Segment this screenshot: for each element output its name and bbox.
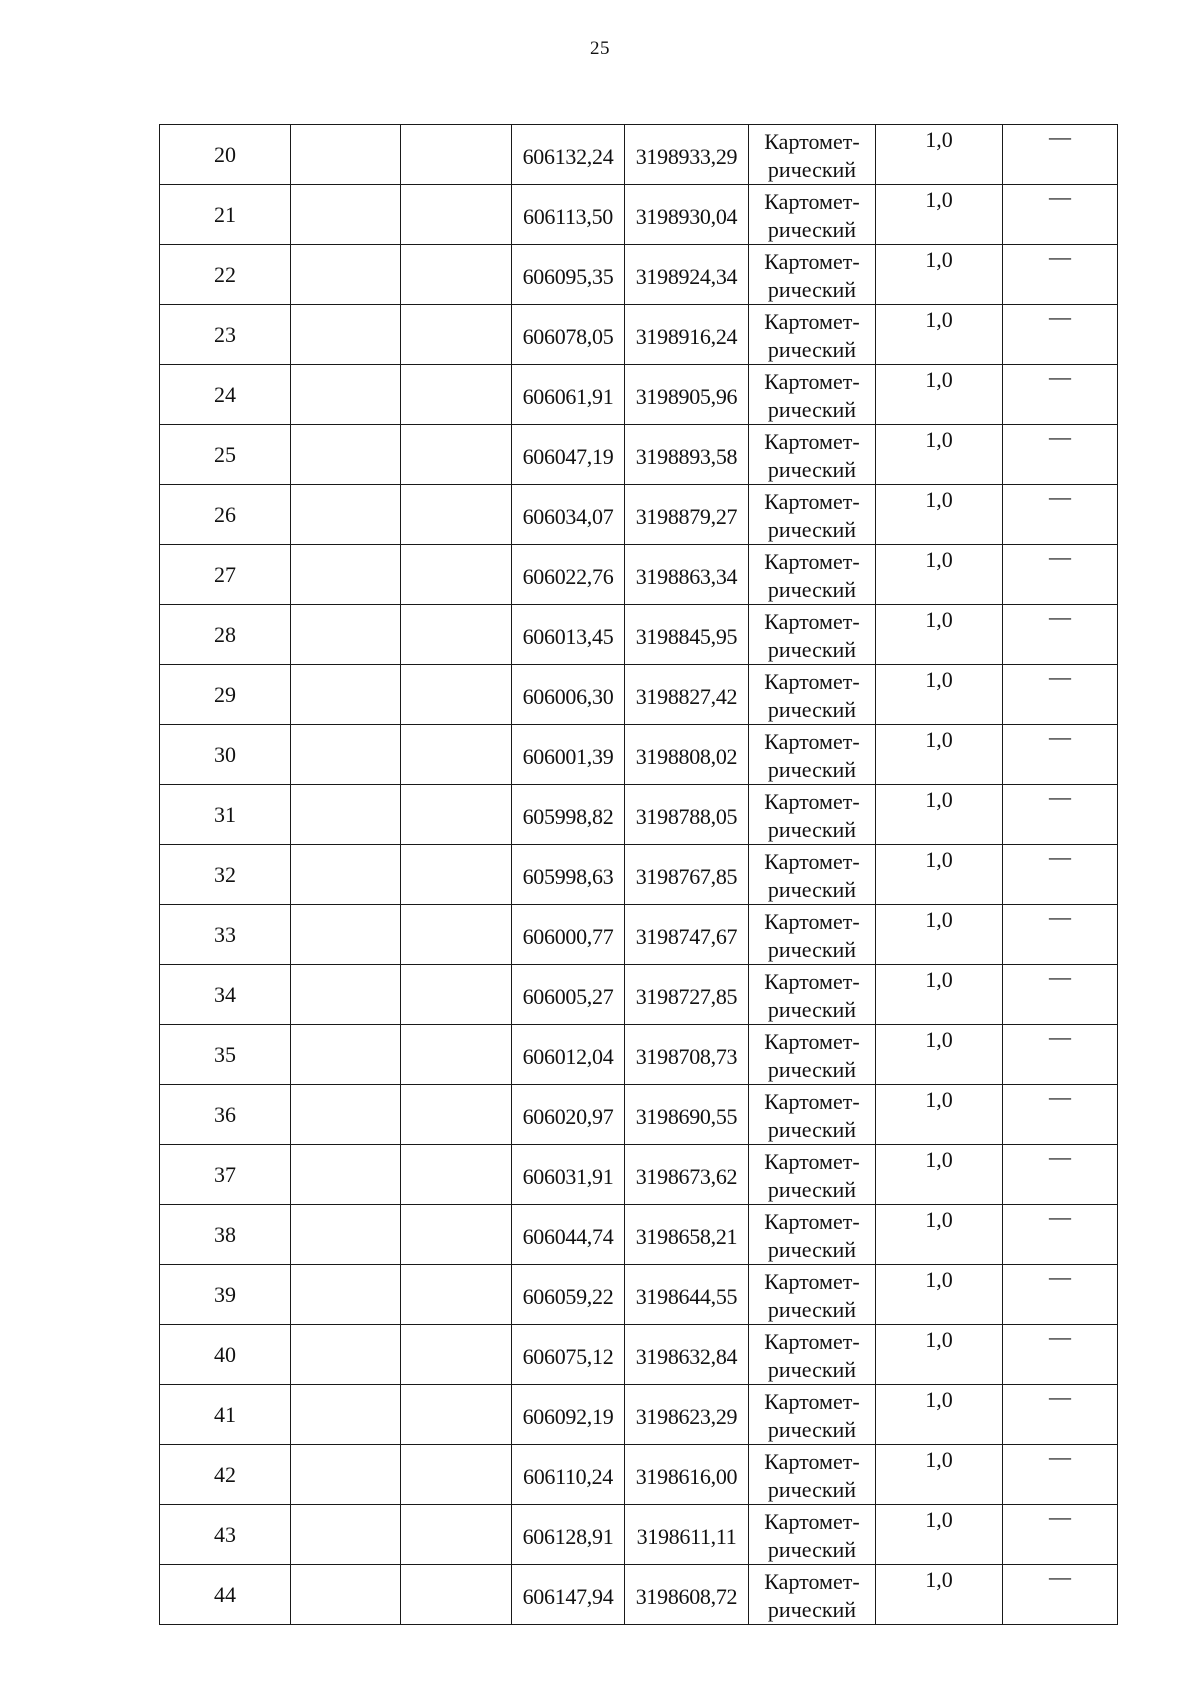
method-line-1: Картомет- bbox=[764, 909, 860, 934]
y-coordinate-cell: 3198827,42 bbox=[625, 665, 749, 725]
method-cell bbox=[749, 1265, 876, 1325]
empty-cell bbox=[291, 1085, 401, 1145]
method-line-2: рический bbox=[767, 1417, 857, 1442]
empty-cell bbox=[291, 545, 401, 605]
x-coordinate-cell: 606132,24 bbox=[512, 125, 625, 185]
note-cell: — bbox=[1003, 125, 1118, 185]
method-cell bbox=[749, 185, 876, 245]
empty-cell bbox=[401, 425, 512, 485]
y-coordinate-cell: 3198845,95 bbox=[625, 605, 749, 665]
method-line-2: рический bbox=[767, 1297, 857, 1322]
accuracy-cell: 1,0 bbox=[876, 785, 1003, 845]
method-cell bbox=[749, 545, 876, 605]
method-line-1: Картомет- bbox=[764, 1209, 860, 1234]
point-number-cell: 31 bbox=[160, 785, 291, 845]
empty-cell bbox=[291, 725, 401, 785]
table-row bbox=[160, 485, 1118, 545]
empty-cell bbox=[401, 1085, 512, 1145]
method-line-1: Картомет- bbox=[764, 729, 860, 754]
note-cell: — bbox=[1003, 905, 1118, 965]
table-row bbox=[160, 1205, 1118, 1265]
point-number-cell: 39 bbox=[160, 1265, 291, 1325]
table-row bbox=[160, 845, 1118, 905]
empty-cell bbox=[401, 245, 512, 305]
point-number-cell: 28 bbox=[160, 605, 291, 665]
y-coordinate-cell: 3198658,21 bbox=[625, 1205, 749, 1265]
method-line-2: рический bbox=[767, 277, 857, 302]
point-number-cell: 27 bbox=[160, 545, 291, 605]
x-coordinate-cell: 606031,91 bbox=[512, 1145, 625, 1205]
method-line-2: рический bbox=[767, 757, 857, 782]
method-cell bbox=[749, 365, 876, 425]
empty-cell bbox=[291, 305, 401, 365]
y-coordinate-cell: 3198930,04 bbox=[625, 185, 749, 245]
x-coordinate-cell: 606128,91 bbox=[512, 1505, 625, 1565]
empty-cell bbox=[401, 365, 512, 425]
point-number-cell: 20 bbox=[160, 125, 291, 185]
x-coordinate-cell: 606095,35 bbox=[512, 245, 625, 305]
note-cell: — bbox=[1003, 365, 1118, 425]
method-line-2: рический bbox=[767, 1357, 857, 1382]
accuracy-cell: 1,0 bbox=[876, 665, 1003, 725]
method-cell bbox=[749, 305, 876, 365]
method-cell bbox=[749, 1385, 876, 1445]
method-line-2: рический bbox=[767, 517, 857, 542]
y-coordinate-cell: 3198623,29 bbox=[625, 1385, 749, 1445]
method-line-2: рический bbox=[767, 1177, 857, 1202]
method-cell bbox=[749, 425, 876, 485]
point-number-cell: 23 bbox=[160, 305, 291, 365]
method-cell bbox=[749, 785, 876, 845]
method-line-1: Картомет- bbox=[764, 369, 860, 394]
table-row bbox=[160, 245, 1118, 305]
empty-cell bbox=[401, 1505, 512, 1565]
method-cell bbox=[749, 725, 876, 785]
note-cell: — bbox=[1003, 1085, 1118, 1145]
table-row bbox=[160, 125, 1118, 185]
point-number-cell: 41 bbox=[160, 1385, 291, 1445]
method-line-1: Картомет- bbox=[764, 1569, 860, 1594]
method-line-2: рический bbox=[767, 1237, 857, 1262]
x-coordinate-cell: 605998,82 bbox=[512, 785, 625, 845]
note-cell: — bbox=[1003, 1265, 1118, 1325]
point-number-cell: 29 bbox=[160, 665, 291, 725]
method-line-1: Картомет- bbox=[764, 309, 860, 334]
point-number-cell: 32 bbox=[160, 845, 291, 905]
method-cell bbox=[749, 965, 876, 1025]
method-line-2: рический bbox=[767, 337, 857, 362]
empty-cell bbox=[401, 125, 512, 185]
method-line-1: Картомет- bbox=[764, 789, 860, 814]
x-coordinate-cell: 606047,19 bbox=[512, 425, 625, 485]
y-coordinate-cell: 3198632,84 bbox=[625, 1325, 749, 1385]
method-line-1: Картомет- bbox=[764, 1509, 860, 1534]
x-coordinate-cell: 605998,63 bbox=[512, 845, 625, 905]
method-line-2: рический bbox=[767, 817, 857, 842]
accuracy-cell: 1,0 bbox=[876, 365, 1003, 425]
accuracy-cell: 1,0 bbox=[876, 1505, 1003, 1565]
point-number-cell: 43 bbox=[160, 1505, 291, 1565]
empty-cell bbox=[401, 1145, 512, 1205]
method-line-2: рический bbox=[767, 157, 857, 182]
table-row bbox=[160, 1085, 1118, 1145]
empty-cell bbox=[291, 485, 401, 545]
method-cell bbox=[749, 1205, 876, 1265]
note-cell: — bbox=[1003, 1385, 1118, 1445]
x-coordinate-cell: 606012,04 bbox=[512, 1025, 625, 1085]
accuracy-cell: 1,0 bbox=[876, 125, 1003, 185]
note-cell: — bbox=[1003, 1325, 1118, 1385]
point-number-cell: 42 bbox=[160, 1445, 291, 1505]
x-coordinate-cell: 606005,27 bbox=[512, 965, 625, 1025]
y-coordinate-cell: 3198708,73 bbox=[625, 1025, 749, 1085]
x-coordinate-cell: 606078,05 bbox=[512, 305, 625, 365]
x-coordinate-cell: 606092,19 bbox=[512, 1385, 625, 1445]
method-cell bbox=[749, 1085, 876, 1145]
table-row bbox=[160, 1145, 1118, 1205]
y-coordinate-cell: 3198727,85 bbox=[625, 965, 749, 1025]
y-coordinate-cell: 3198808,02 bbox=[625, 725, 749, 785]
point-number-cell: 40 bbox=[160, 1325, 291, 1385]
method-cell bbox=[749, 245, 876, 305]
empty-cell bbox=[291, 1145, 401, 1205]
accuracy-cell: 1,0 bbox=[876, 245, 1003, 305]
x-coordinate-cell: 606020,97 bbox=[512, 1085, 625, 1145]
method-cell bbox=[749, 125, 876, 185]
empty-cell bbox=[291, 425, 401, 485]
method-line-2: рический bbox=[767, 457, 857, 482]
table-row bbox=[160, 1385, 1118, 1445]
x-coordinate-cell: 606113,50 bbox=[512, 185, 625, 245]
accuracy-cell: 1,0 bbox=[876, 1385, 1003, 1445]
note-cell: — bbox=[1003, 1145, 1118, 1205]
method-line-1: Картомет- bbox=[764, 609, 860, 634]
y-coordinate-cell: 3198747,67 bbox=[625, 905, 749, 965]
y-coordinate-cell: 3198788,05 bbox=[625, 785, 749, 845]
empty-cell bbox=[401, 665, 512, 725]
point-number-cell: 21 bbox=[160, 185, 291, 245]
empty-cell bbox=[401, 545, 512, 605]
accuracy-cell: 1,0 bbox=[876, 905, 1003, 965]
empty-cell bbox=[401, 1265, 512, 1325]
accuracy-cell: 1,0 bbox=[876, 845, 1003, 905]
empty-cell bbox=[291, 1265, 401, 1325]
method-line-1: Картомет- bbox=[764, 669, 860, 694]
empty-cell bbox=[291, 125, 401, 185]
point-number-cell: 44 bbox=[160, 1565, 291, 1625]
y-coordinate-cell: 3198924,34 bbox=[625, 245, 749, 305]
x-coordinate-cell: 606034,07 bbox=[512, 485, 625, 545]
method-line-2: рический bbox=[767, 217, 857, 242]
accuracy-cell: 1,0 bbox=[876, 185, 1003, 245]
method-cell bbox=[749, 1145, 876, 1205]
method-cell bbox=[749, 1445, 876, 1505]
accuracy-cell: 1,0 bbox=[876, 1265, 1003, 1325]
note-cell: — bbox=[1003, 1205, 1118, 1265]
y-coordinate-cell: 3198916,24 bbox=[625, 305, 749, 365]
method-line-1: Картомет- bbox=[764, 549, 860, 574]
point-number-cell: 26 bbox=[160, 485, 291, 545]
accuracy-cell: 1,0 bbox=[876, 425, 1003, 485]
accuracy-cell: 1,0 bbox=[876, 305, 1003, 365]
table-row bbox=[160, 1025, 1118, 1085]
y-coordinate-cell: 3198690,55 bbox=[625, 1085, 749, 1145]
table-row bbox=[160, 365, 1118, 425]
note-cell: — bbox=[1003, 485, 1118, 545]
accuracy-cell: 1,0 bbox=[876, 545, 1003, 605]
note-cell: — bbox=[1003, 665, 1118, 725]
accuracy-cell: 1,0 bbox=[876, 1205, 1003, 1265]
table-row bbox=[160, 185, 1118, 245]
empty-cell bbox=[291, 785, 401, 845]
table-row bbox=[160, 1265, 1118, 1325]
empty-cell bbox=[401, 785, 512, 845]
y-coordinate-cell: 3198933,29 bbox=[625, 125, 749, 185]
x-coordinate-cell: 606061,91 bbox=[512, 365, 625, 425]
y-coordinate-cell: 3198879,27 bbox=[625, 485, 749, 545]
method-line-1: Картомет- bbox=[764, 1089, 860, 1114]
note-cell: — bbox=[1003, 425, 1118, 485]
accuracy-cell: 1,0 bbox=[876, 605, 1003, 665]
empty-cell bbox=[291, 1325, 401, 1385]
method-cell bbox=[749, 605, 876, 665]
empty-cell bbox=[401, 1205, 512, 1265]
accuracy-cell: 1,0 bbox=[876, 725, 1003, 785]
point-number-cell: 38 bbox=[160, 1205, 291, 1265]
table-row bbox=[160, 665, 1118, 725]
note-cell: — bbox=[1003, 545, 1118, 605]
method-line-2: рический bbox=[767, 577, 857, 602]
point-number-cell: 35 bbox=[160, 1025, 291, 1085]
x-coordinate-cell: 606006,30 bbox=[512, 665, 625, 725]
y-coordinate-cell: 3198644,55 bbox=[625, 1265, 749, 1325]
empty-cell bbox=[291, 1565, 401, 1625]
point-number-cell: 36 bbox=[160, 1085, 291, 1145]
empty-cell bbox=[401, 965, 512, 1025]
method-cell bbox=[749, 845, 876, 905]
empty-cell bbox=[401, 1385, 512, 1445]
note-cell: — bbox=[1003, 1025, 1118, 1085]
method-line-2: рический bbox=[767, 1057, 857, 1082]
accuracy-cell: 1,0 bbox=[876, 1025, 1003, 1085]
method-line-1: Картомет- bbox=[764, 1389, 860, 1414]
point-number-cell: 22 bbox=[160, 245, 291, 305]
empty-cell bbox=[291, 1025, 401, 1085]
empty-cell bbox=[401, 905, 512, 965]
method-line-1: Картомет- bbox=[764, 1149, 860, 1174]
method-line-1: Картомет- bbox=[764, 849, 860, 874]
y-coordinate-cell: 3198905,96 bbox=[625, 365, 749, 425]
method-line-2: рический bbox=[767, 997, 857, 1022]
method-line-2: рический bbox=[767, 1117, 857, 1142]
note-cell: — bbox=[1003, 185, 1118, 245]
method-line-1: Картомет- bbox=[764, 189, 860, 214]
method-line-1: Картомет- bbox=[764, 1269, 860, 1294]
table-row bbox=[160, 965, 1118, 1025]
method-line-2: рический bbox=[767, 1597, 857, 1622]
empty-cell bbox=[401, 185, 512, 245]
empty-cell bbox=[401, 1325, 512, 1385]
x-coordinate-cell: 606110,24 bbox=[512, 1445, 625, 1505]
empty-cell bbox=[291, 665, 401, 725]
accuracy-cell: 1,0 bbox=[876, 1325, 1003, 1385]
coordinates-table bbox=[159, 124, 1118, 1625]
method-cell bbox=[749, 1505, 876, 1565]
note-cell: — bbox=[1003, 245, 1118, 305]
method-line-2: рический bbox=[767, 697, 857, 722]
note-cell: — bbox=[1003, 785, 1118, 845]
method-line-2: рический bbox=[767, 397, 857, 422]
table-row bbox=[160, 1565, 1118, 1625]
method-line-2: рический bbox=[767, 1537, 857, 1562]
empty-cell bbox=[291, 1205, 401, 1265]
method-line-2: рический bbox=[767, 637, 857, 662]
page-number: 25 bbox=[590, 38, 610, 59]
accuracy-cell: 1,0 bbox=[876, 1445, 1003, 1505]
method-line-1: Картомет- bbox=[764, 129, 860, 154]
y-coordinate-cell: 3198893,58 bbox=[625, 425, 749, 485]
point-number-cell: 34 bbox=[160, 965, 291, 1025]
empty-cell bbox=[401, 1445, 512, 1505]
y-coordinate-cell: 3198673,62 bbox=[625, 1145, 749, 1205]
empty-cell bbox=[291, 365, 401, 425]
note-cell: — bbox=[1003, 605, 1118, 665]
table-row bbox=[160, 905, 1118, 965]
table-row bbox=[160, 785, 1118, 845]
accuracy-cell: 1,0 bbox=[876, 1085, 1003, 1145]
table-row bbox=[160, 605, 1118, 665]
accuracy-cell: 1,0 bbox=[876, 965, 1003, 1025]
x-coordinate-cell: 606044,74 bbox=[512, 1205, 625, 1265]
table-row bbox=[160, 1445, 1118, 1505]
note-cell: — bbox=[1003, 725, 1118, 785]
note-cell: — bbox=[1003, 1565, 1118, 1625]
empty-cell bbox=[291, 905, 401, 965]
empty-cell bbox=[401, 485, 512, 545]
note-cell: — bbox=[1003, 305, 1118, 365]
method-cell bbox=[749, 1025, 876, 1085]
method-cell bbox=[749, 905, 876, 965]
method-line-1: Картомет- bbox=[764, 429, 860, 454]
method-cell bbox=[749, 1565, 876, 1625]
accuracy-cell: 1,0 bbox=[876, 1145, 1003, 1205]
method-line-1: Картомет- bbox=[764, 1329, 860, 1354]
empty-cell bbox=[401, 1565, 512, 1625]
y-coordinate-cell: 3198611,11 bbox=[625, 1505, 749, 1565]
x-coordinate-cell: 606059,22 bbox=[512, 1265, 625, 1325]
y-coordinate-cell: 3198608,72 bbox=[625, 1565, 749, 1625]
empty-cell bbox=[291, 245, 401, 305]
method-cell bbox=[749, 485, 876, 545]
empty-cell bbox=[291, 1505, 401, 1565]
table-body bbox=[160, 125, 1118, 1625]
x-coordinate-cell: 606013,45 bbox=[512, 605, 625, 665]
method-cell bbox=[749, 665, 876, 725]
point-number-cell: 33 bbox=[160, 905, 291, 965]
empty-cell bbox=[291, 1385, 401, 1445]
note-cell: — bbox=[1003, 1505, 1118, 1565]
method-line-1: Картомет- bbox=[764, 1029, 860, 1054]
note-cell: — bbox=[1003, 845, 1118, 905]
point-number-cell: 25 bbox=[160, 425, 291, 485]
empty-cell bbox=[291, 185, 401, 245]
method-line-1: Картомет- bbox=[764, 249, 860, 274]
note-cell: — bbox=[1003, 1445, 1118, 1505]
x-coordinate-cell: 606147,94 bbox=[512, 1565, 625, 1625]
table-row bbox=[160, 425, 1118, 485]
x-coordinate-cell: 606000,77 bbox=[512, 905, 625, 965]
point-number-cell: 30 bbox=[160, 725, 291, 785]
method-line-1: Картомет- bbox=[764, 1449, 860, 1474]
y-coordinate-cell: 3198863,34 bbox=[625, 545, 749, 605]
x-coordinate-cell: 606075,12 bbox=[512, 1325, 625, 1385]
accuracy-cell: 1,0 bbox=[876, 1565, 1003, 1625]
y-coordinate-cell: 3198767,85 bbox=[625, 845, 749, 905]
empty-cell bbox=[401, 1025, 512, 1085]
method-line-2: рический bbox=[767, 1477, 857, 1502]
x-coordinate-cell: 606001,39 bbox=[512, 725, 625, 785]
x-coordinate-cell: 606022,76 bbox=[512, 545, 625, 605]
y-coordinate-cell: 3198616,00 bbox=[625, 1445, 749, 1505]
empty-cell bbox=[401, 725, 512, 785]
table-row bbox=[160, 1325, 1118, 1385]
empty-cell bbox=[291, 965, 401, 1025]
method-line-2: рический bbox=[767, 877, 857, 902]
method-cell bbox=[749, 1325, 876, 1385]
empty-cell bbox=[291, 1445, 401, 1505]
table-row bbox=[160, 305, 1118, 365]
point-number-cell: 24 bbox=[160, 365, 291, 425]
table-row bbox=[160, 725, 1118, 785]
table-row bbox=[160, 1505, 1118, 1565]
empty-cell bbox=[291, 605, 401, 665]
empty-cell bbox=[291, 845, 401, 905]
accuracy-cell: 1,0 bbox=[876, 485, 1003, 545]
method-line-2: рический bbox=[767, 937, 857, 962]
empty-cell bbox=[401, 845, 512, 905]
empty-cell bbox=[401, 305, 512, 365]
method-line-1: Картомет- bbox=[764, 489, 860, 514]
note-cell: — bbox=[1003, 965, 1118, 1025]
method-line-1: Картомет- bbox=[764, 969, 860, 994]
table-row bbox=[160, 545, 1118, 605]
empty-cell bbox=[401, 605, 512, 665]
point-number-cell: 37 bbox=[160, 1145, 291, 1205]
